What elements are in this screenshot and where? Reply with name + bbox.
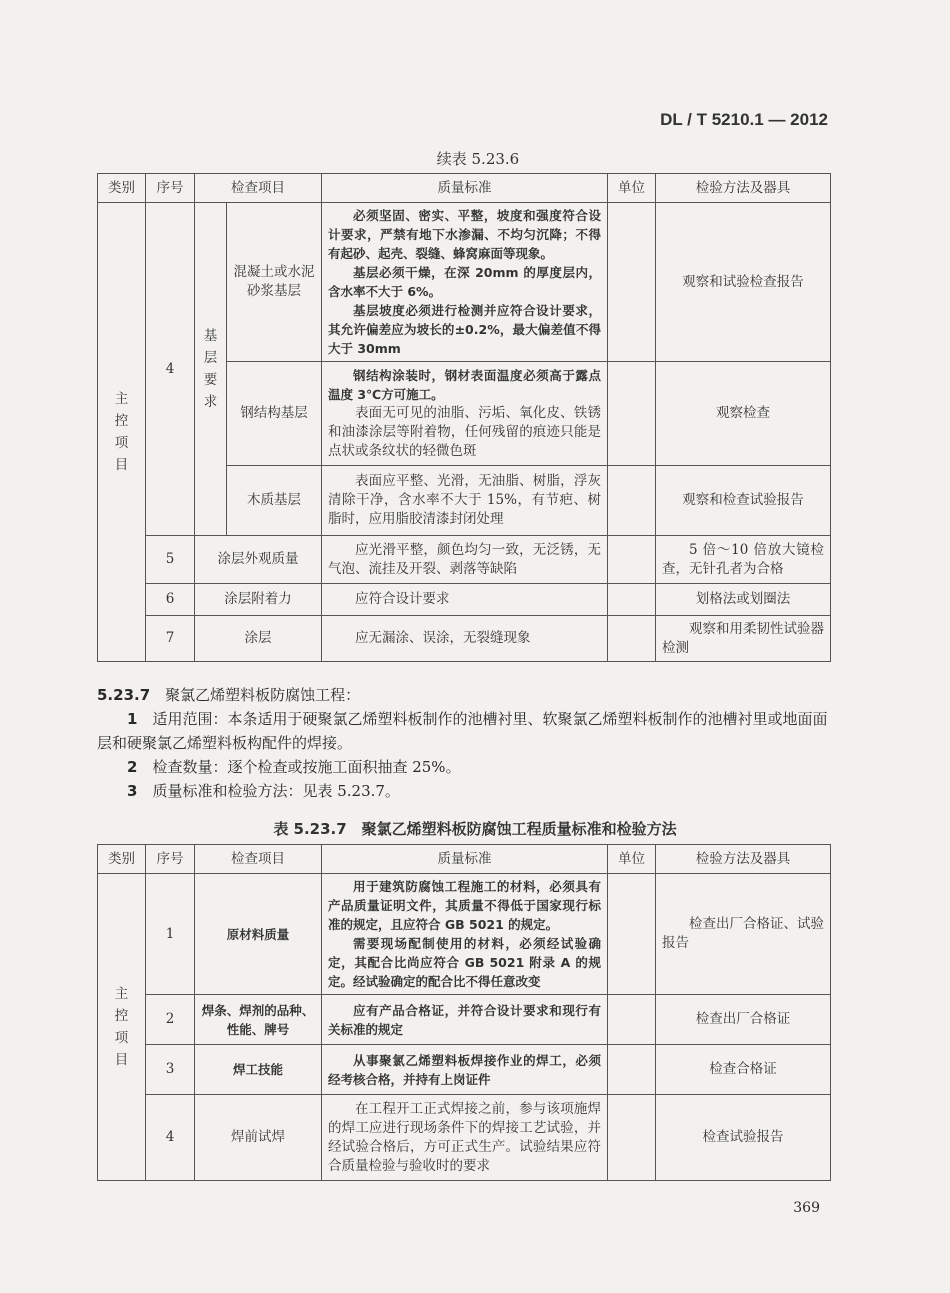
unit-cell — [608, 1045, 656, 1095]
seq-cell: 2 — [146, 995, 195, 1045]
table-row — [98, 874, 831, 995]
unit-cell — [608, 203, 656, 362]
group-cell: 基 层 要 求 — [195, 203, 227, 536]
item-cell: 木质基层 — [227, 466, 322, 536]
table-row — [98, 536, 831, 584]
standard-cell: 必须坚固、密实、平整，坡度和强度符合设计要求，严禁有地下水渗漏、不均匀沉降；不得有起砂、起壳、裂缝、蜂窝麻面等现象。 基层必须干燥，在深 20mm 的厚度层内，含水率不大于 6%。 基层坡度必须进行检测并应符合设计要求，其允许偏差应为坡长的±0.2%，最大偏差值不得大于 30mm — [322, 203, 608, 362]
table-row — [98, 995, 831, 1045]
unit-cell — [608, 584, 656, 616]
table-row — [98, 203, 831, 362]
seq-cell: 4 — [146, 203, 195, 536]
table-row — [98, 616, 831, 662]
seq-cell: 4 — [146, 1095, 195, 1181]
method-cell: 划格法或划圈法 — [656, 584, 831, 616]
seq-cell: 5 — [146, 536, 195, 584]
section-title: 聚氯乙烯塑料板防腐蚀工程： — [165, 686, 361, 704]
method-cell: 检查合格证 — [656, 1045, 831, 1095]
unit-cell — [608, 874, 656, 995]
standard-cell: 应无漏涂、误涂，无裂缝现象 — [322, 616, 608, 662]
table-row — [98, 1045, 831, 1095]
method-cell: 观察和检查试验报告 — [656, 466, 831, 536]
section-5-23-7 — [97, 683, 837, 803]
table-5-23-7 — [97, 844, 831, 1181]
standard-cell: 在工程开工正式焊接之前，参与该项施焊的焊工应进行现场条件下的焊接工艺试验，并经试验合格后，方可正式生产。试验结果应符合质量检验与验收时的要求 — [322, 1095, 608, 1181]
section-item: 2 检查数量：逐个检查或按施工面积抽查 25%。 — [127, 758, 461, 776]
header-category: 类别 — [98, 845, 146, 874]
item-cell: 涂层附着力 — [195, 584, 322, 616]
section-item: 3 质量标准和检验方法：见表 5.23.7。 — [127, 782, 400, 800]
category-cell: 主 控 项 目 — [98, 874, 146, 1181]
table-row — [98, 584, 831, 616]
section-item: 1 适用范围：本条适用于硬聚氯乙烯塑料板制作的池槽衬里、软聚氯乙烯塑料板制作的池槽衬里或地面面层和硬聚氯乙烯塑料板构配件的焊接。 — [97, 710, 828, 752]
standard-cell: 应符合设计要求 — [322, 584, 608, 616]
item-cell: 钢结构基层 — [227, 362, 322, 466]
item-cell: 焊前试焊 — [195, 1095, 322, 1181]
seq-cell: 6 — [146, 584, 195, 616]
seq-cell: 7 — [146, 616, 195, 662]
table-header-row — [98, 845, 831, 874]
table-continued-5-23-6 — [97, 173, 831, 662]
document-code-header: DL / T 5210.1 — 2012 — [660, 110, 828, 129]
header-unit: 单位 — [608, 174, 656, 203]
category-cell: 主 控 项 目 — [98, 203, 146, 662]
table2-caption: 表 5.23.7 聚氯乙烯塑料板防腐蚀工程质量标准和检验方法 — [273, 820, 677, 838]
item-cell: 混凝土或水泥砂浆基层 — [227, 203, 322, 362]
header-method: 检验方法及器具 — [656, 845, 831, 874]
standard-cell: 钢结构涂装时，钢材表面温度必须高于露点温度 3℃方可施工。 表面无可见的油脂、污垢、氧化皮、铁锈和油漆涂层等附着物，任何残留的痕迹只能是点状或条纹状的轻微色斑 — [322, 362, 608, 466]
standard-cell: 从事聚氯乙烯塑料板焊接作业的焊工，必须经考核合格，并持有上岗证件 — [322, 1045, 608, 1095]
item-cell: 涂层 — [195, 616, 322, 662]
header-seq: 序号 — [146, 845, 195, 874]
method-cell: 检查试验报告 — [656, 1095, 831, 1181]
method-cell: 检查出厂合格证 — [656, 995, 831, 1045]
unit-cell — [608, 995, 656, 1045]
standard-cell: 应有产品合格证，并符合设计要求和现行有关标准的规定 — [322, 995, 608, 1045]
page-number: 369 — [793, 1200, 820, 1216]
standard-cell: 应光滑平整，颜色均匀一致，无泛锈，无气泡、流挂及开裂、剥落等缺陷 — [322, 536, 608, 584]
item-cell: 焊条、焊剂的品种、性能、牌号 — [195, 995, 322, 1045]
header-method: 检验方法及器具 — [656, 174, 831, 203]
unit-cell — [608, 536, 656, 584]
unit-cell — [608, 616, 656, 662]
table-header-row — [98, 174, 831, 203]
item-cell: 原材料质量 — [195, 874, 322, 995]
method-cell: 5 倍～10 倍放大镜检查，无针孔者为合格 — [656, 536, 831, 584]
item-cell: 涂层外观质量 — [195, 536, 322, 584]
table1-caption: 续表 5.23.6 — [436, 150, 520, 168]
header-standard: 质量标准 — [322, 174, 608, 203]
header-unit: 单位 — [608, 845, 656, 874]
unit-cell — [608, 1095, 656, 1181]
method-cell: 检查出厂合格证、试验报告 — [656, 874, 831, 995]
header-item: 检查项目 — [195, 174, 322, 203]
header-seq: 序号 — [146, 174, 195, 203]
section-number: 5.23.7 — [97, 686, 151, 704]
header-category: 类别 — [98, 174, 146, 203]
standard-cell: 用于建筑防腐蚀工程施工的材料，必须具有产品质量证明文件，其质量不得低于国家现行标准的规定，且应符合 GB 5021 的规定。 需要现场配制使用的材料，必须经试验确定，其配合比尚应符合 GB 5021 附录 A 的规定。经试验确定的配合比不得任意改变 — [322, 874, 608, 995]
method-cell: 观察和试验检查报告 — [656, 203, 831, 362]
method-cell: 观察检查 — [656, 362, 831, 466]
unit-cell — [608, 362, 656, 466]
standard-cell: 表面应平整、光滑，无油脂、树脂，浮灰清除干净，含水率不大于 15%，有节疤、树脂时，应用脂胶清漆封闭处理 — [322, 466, 608, 536]
header-standard: 质量标准 — [322, 845, 608, 874]
method-cell: 观察和用柔韧性试验器检测 — [656, 616, 831, 662]
header-item: 检查项目 — [195, 845, 322, 874]
seq-cell: 3 — [146, 1045, 195, 1095]
unit-cell — [608, 466, 656, 536]
table-row — [98, 1095, 831, 1181]
item-cell: 焊工技能 — [195, 1045, 322, 1095]
seq-cell: 1 — [146, 874, 195, 995]
